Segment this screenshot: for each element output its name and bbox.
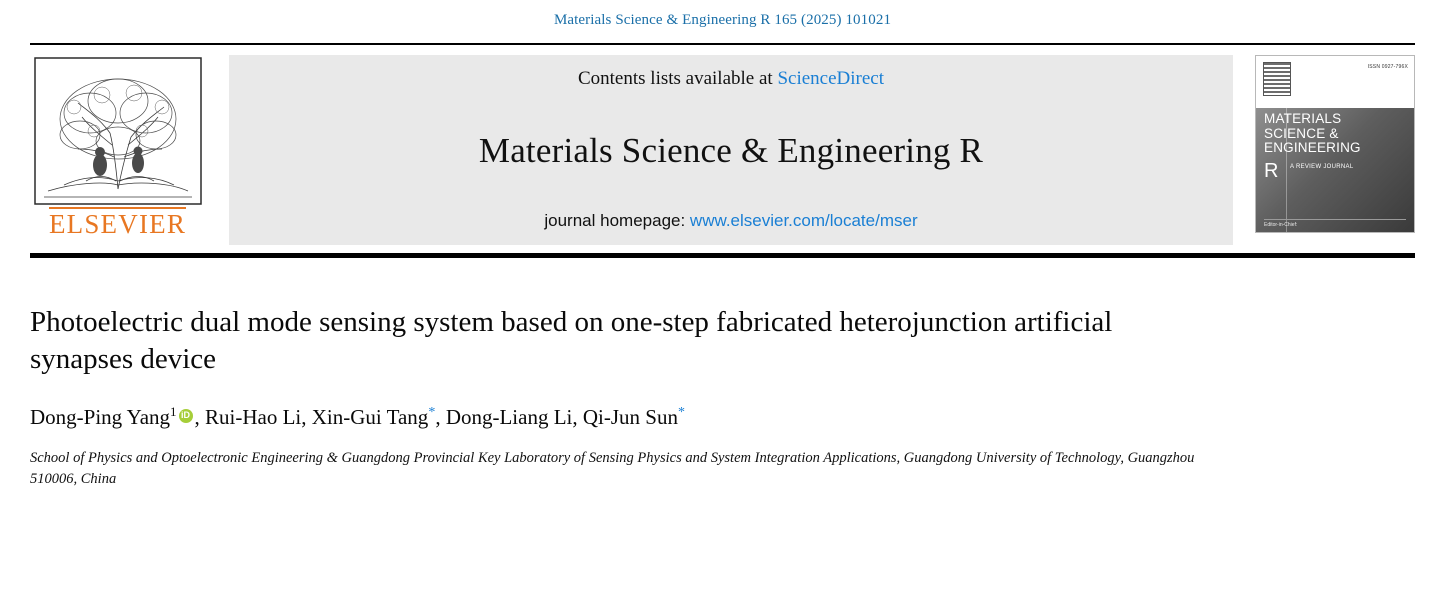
author-name: Qi-Jun Sun (582, 405, 678, 430)
article-header (30, 304, 1415, 490)
author-item (30, 405, 205, 429)
author-list (30, 404, 1415, 430)
author-separator: , (301, 405, 312, 430)
sciencedirect-link[interactable]: ScienceDirect (777, 68, 885, 89)
journal-title: Materials Science & Engineering R (478, 130, 984, 170)
running-head: Materials Science & Engineering R 165 (2025) 101021 (553, 12, 892, 28)
contents-line (578, 68, 884, 90)
elsevier-logo (30, 55, 205, 245)
author-name: Xin-Gui Tang (311, 405, 429, 430)
cover-publisher-mark-icon (1263, 62, 1291, 96)
corresponding-author-marker[interactable]: * (677, 405, 685, 421)
cover-title-line2: SCIENCE & (1264, 125, 1339, 141)
author-separator: , (572, 405, 583, 430)
cover-issn: ISSN 0927-796X (1367, 64, 1408, 70)
journal-cover-thumbnail (1255, 55, 1415, 233)
author-name: Dong-Ping Yang (30, 405, 171, 430)
cover-footer: Editor-in-Chief: (1264, 219, 1406, 228)
cover-title (1264, 112, 1406, 156)
cover-title-line3: ENGINEERING (1264, 140, 1361, 156)
author-item (446, 405, 583, 429)
journal-homepage-link[interactable]: www.elsevier.com/locate/mser (689, 211, 918, 230)
author-affiliation-marker: 1 (170, 404, 177, 420)
homepage-line (544, 211, 917, 231)
author-item (583, 405, 685, 429)
author-separator: , (435, 405, 446, 430)
author-separator: , (194, 405, 206, 430)
elsevier-tree-icon (34, 57, 202, 205)
journal-masthead (30, 43, 1415, 245)
journal-band (229, 55, 1233, 245)
elsevier-wordmark: ELSEVIER (48, 209, 187, 239)
cover-letter-r: R (1264, 160, 1279, 182)
cover-title-line1: MATERIALS (1264, 111, 1342, 126)
author-item (312, 405, 446, 429)
contents-prefix: Contents lists available at (577, 68, 778, 89)
masthead-bottom-rule (30, 253, 1415, 258)
author-name: Dong-Liang Li (445, 405, 573, 430)
author-affiliation: School of Physics and Optoelectronic Engineering & Guangdong Provincial Key Laboratory of Sensing Physics and System Integration Applications, Guangdong University of Technology, Guangzhou 510006, China (30, 450, 1195, 488)
homepage-prefix: journal homepage: (544, 211, 690, 230)
article-title: Photoelectric dual mode sensing system based on one-step fabricated heterojunction artificial synapses device (30, 306, 1113, 376)
author-item (205, 405, 312, 429)
author-name: Rui-Hao Li (205, 405, 302, 430)
corresponding-author-marker[interactable]: * (428, 405, 436, 421)
orcid-icon[interactable] (179, 409, 193, 423)
cover-subtitle: A REVIEW JOURNAL (1290, 164, 1354, 170)
